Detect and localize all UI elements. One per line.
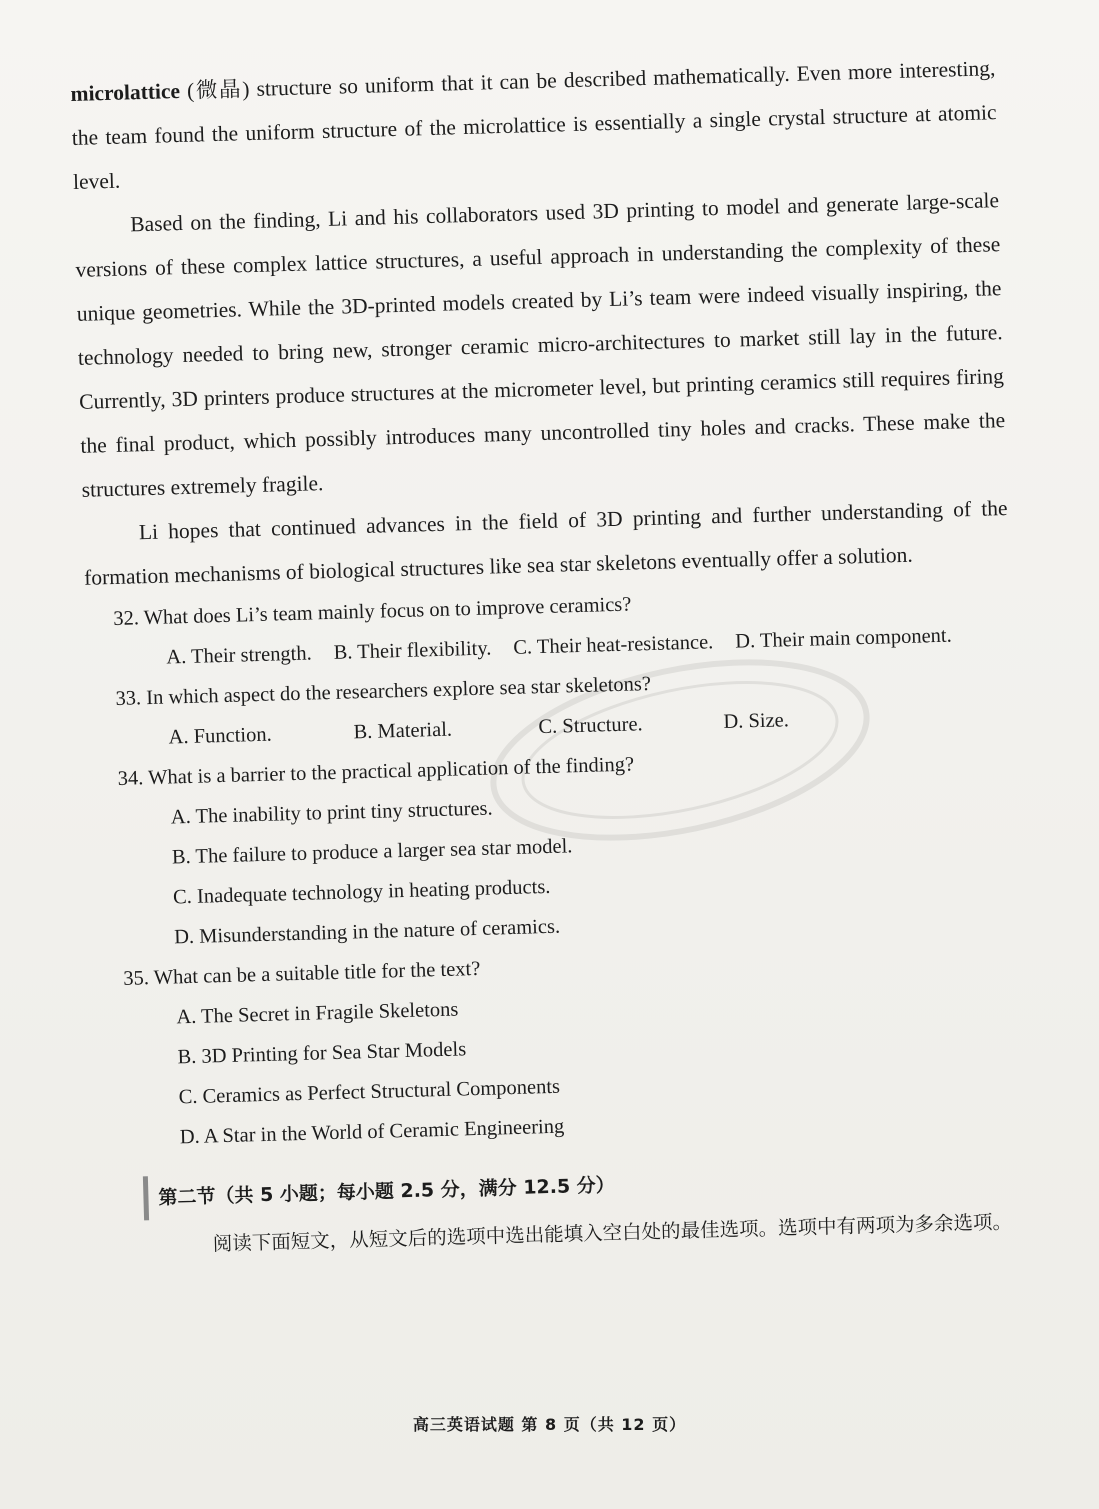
passage-paragraph-3: Li hopes that continued advances in the field of 3D printing and further understanding of the formation mechanisms of biological structures like sea star skeletons eventually offer a solution. [83, 495, 1008, 590]
question-34 [89, 734, 1019, 960]
question-stem: 33. In which aspect do the researchers explore sea star skeletons? [115, 673, 652, 710]
option-b[interactable]: B. The failure to produce a larger sea star model. [171, 835, 573, 869]
question-stem: 34. What is a barrier to the practical application of the finding? [117, 753, 635, 790]
option-c[interactable]: C. Their heat-resistance. [513, 631, 714, 659]
section-heading: 第二节（共 5 小题；每小题 2.5 分，满分 12.5 分） [143, 1152, 1027, 1221]
page-content [70, 46, 1028, 1273]
option-d[interactable]: D. Misunderstanding in the nature of ceramics. [173, 915, 561, 949]
option-d[interactable]: D. A Star in the World of Ceramic Engineering [179, 1115, 565, 1149]
page-footer: 高三英语试题 第 8 页（共 12 页） [412, 1415, 687, 1434]
option-a[interactable]: A. The Secret in Fragile Skeletons [176, 998, 459, 1029]
option-c[interactable]: C. Structure. [538, 713, 643, 739]
option-b[interactable]: B. 3D Printing for Sea Star Models [177, 1038, 467, 1069]
option-a[interactable]: A. Function. [168, 723, 272, 749]
option-d[interactable]: D. Size. [723, 709, 790, 734]
question-stem: 32. What does Li’s team mainly focus on to improve ceramics? [112, 593, 632, 631]
passage-paragraph-1-text: (微晶) structure so uniform that it can be described mathematically. Even more interesting, the team found the uniform structure of the microlattice is essentially a single crystal structure at atomic level. [71, 56, 997, 194]
option-a[interactable]: A. Their strength. [166, 642, 313, 669]
option-c[interactable]: C. Inadequate technology in heating products. [172, 875, 551, 909]
option-b[interactable]: B. Their flexibility. [333, 637, 492, 664]
passage-paragraph-2: Based on the finding, Li and his collaborators used 3D printing to model and generate large-scale versions of these complex lattice structures, a useful approach in understanding the complexity of these unique geometries. While the 3D-printed models created by Li’s team were indeed visually inspiring, the technology needed to bring new, stronger ceramic micro-architectures to market still lay in the future. Currently, 3D printers produce structures at the micrometer level, but printing ceramics still requires firing the final product, which possibly introduces many uncontrolled tiny holes and cracks. These make the structures extremely fragile. [75, 188, 1006, 502]
option-a[interactable]: A. The inability to print tiny structures. [170, 797, 493, 829]
option-d[interactable]: D. Their main component. [734, 624, 953, 653]
question-35 [95, 934, 1025, 1160]
passage-bold-term: microlattice [70, 78, 181, 106]
option-b[interactable]: B. Material. [353, 718, 453, 744]
question-stem: 35. What can be a suitable title for the text? [123, 957, 481, 990]
option-c[interactable]: C. Ceramics as Perfect Structural Components [178, 1075, 561, 1109]
passage-paragraph-1 [70, 46, 998, 204]
section-instructions: 阅读下面短文，从短文后的选项中选出能填入空白处的最佳选项。选项中有两项为多余选项。 [212, 1210, 1013, 1256]
